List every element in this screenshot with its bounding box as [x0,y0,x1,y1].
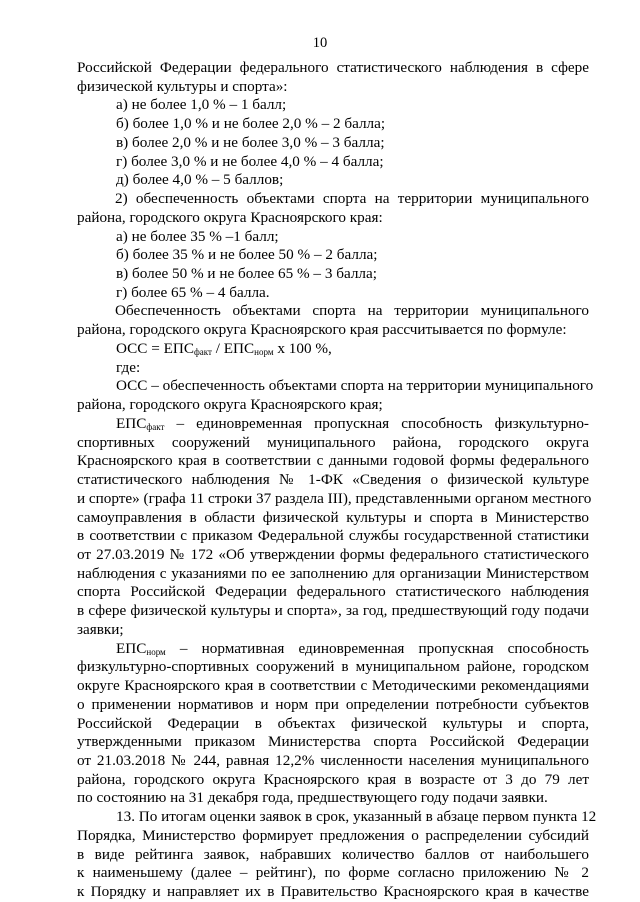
text-line: самоуправления в области физической культуры и спорта в Министерство [77,508,589,526]
text-line: Российской Федерации федерального статистического наблюдения в сфере [77,59,589,76]
text-line: к Порядку и направляет их в Правительство Красноярского края в качестве [77,883,589,901]
text-line: д) более 4,0 % – 5 баллов; [116,171,284,189]
text-line: б) более 1,0 % и не более 2,0 % – 2 балла; [116,115,386,133]
text-line: от 21.03.2018 № 244, равная 12,2% численности населения муниципального [77,752,589,769]
text-line: Российской Федерации в объектах физической культуры и спорта, [77,714,589,732]
text-line: ОСС – обеспеченность объектами спорта на территории муниципального [116,377,594,395]
text-line: района, городского округа Красноярского края: [77,208,383,226]
text-line: в соответствии с приказом Федеральной службы государственной статистики [77,527,589,545]
text-line: и спорте» (графа 11 строки 37 раздела III), представленными органом местного [77,489,592,507]
text-line: наблюдения с указаниями по ее заполнению для организации Министерством [77,564,589,582]
text-line: округе Красноярского края в соответствии с Методическими рекомендациями [77,677,589,695]
text-line: Красноярского края в соответствии с данными годовой формы федерального [77,452,589,470]
text-line: к наименьшему (далее – рейтинг), по форме согласно приложению № 2 [77,864,589,882]
definition-line: $ЕПС_{норм}$ – нормативная единовременная пропускная способность [116,639,589,657]
text-line: от 27.03.2019 № 172 «Об утверждении формы федерального статистического [77,545,589,563]
text-line: физической культуры и спорта»: [77,77,288,95]
text-line: заявки; [77,620,124,638]
definition-line: $ЕПС_{факт}$ – единовременная пропускная способность физкультурно- [116,414,589,432]
text-line: где: [116,358,141,376]
text-line: по состоянию на 31 декабря года, предшествующего году подачи заявки. [77,789,548,807]
text-line: статистического наблюдения № 1-ФК «Сведения о физической культуре [77,471,589,489]
text-line: района, городского округа Красноярского края в возрасте от 3 до 79 лет [77,770,589,788]
text-line: о применении нормативов и норм при определении потребности субъектов [77,695,589,713]
text-line: Порядка, Министерство формирует предложения о распределении субсидий [77,826,589,844]
text-line: района, городского округа Красноярского края рассчитывается по формуле: [77,321,567,339]
text-line: в) более 2,0 % и не более 3,0 % – 3 балла; [116,133,385,151]
text-line: а) не более 35 % –1 балл; [116,227,279,245]
text-line: спортивных сооружений муниципального района, городского округа [77,433,589,451]
page-number: 10 [312,35,328,51]
text-line: а) не более 1,0 % – 1 балл; [116,96,287,114]
text-line: 2) обеспеченность объектами спорта на территории муниципального [115,190,589,208]
text-line: в) более 50 % и не более 65 % – 3 балла; [116,265,377,283]
text-line: спорта Российской Федерации федерального статистического наблюдения [77,583,589,601]
text-line: физкультурно-спортивных сооружений в муниципальном районе, городском [77,658,589,676]
text-line: в сфере физической культуры и спорта», за год, предшествующий году подачи [77,602,589,620]
text-line: Обеспеченность объектами спорта на территории муниципального [115,302,589,320]
text-line: б) более 35 % и не более 50 % – 2 балла; [116,246,378,264]
text-line: г) более 65 % – 4 балла. [116,283,270,301]
text-line: района, городского округа Красноярского края; [77,396,383,414]
text-line: утвержденными приказом Министерства спорта Российской Федерации [77,733,589,751]
text-line: в виде рейтинга заявок, набравших количество баллов от наибольшего [77,845,589,863]
text-line: 13. По итогам оценки заявок в срок, указанный в абзаце первом пункта 12 [116,808,597,826]
text-line: г) более 3,0 % и не более 4,0 % – 4 балла; [116,152,384,170]
formula-line: ОСС = $ЕПС_{факт} / ЕПС_{норм}$ х 100 %, [116,339,332,357]
